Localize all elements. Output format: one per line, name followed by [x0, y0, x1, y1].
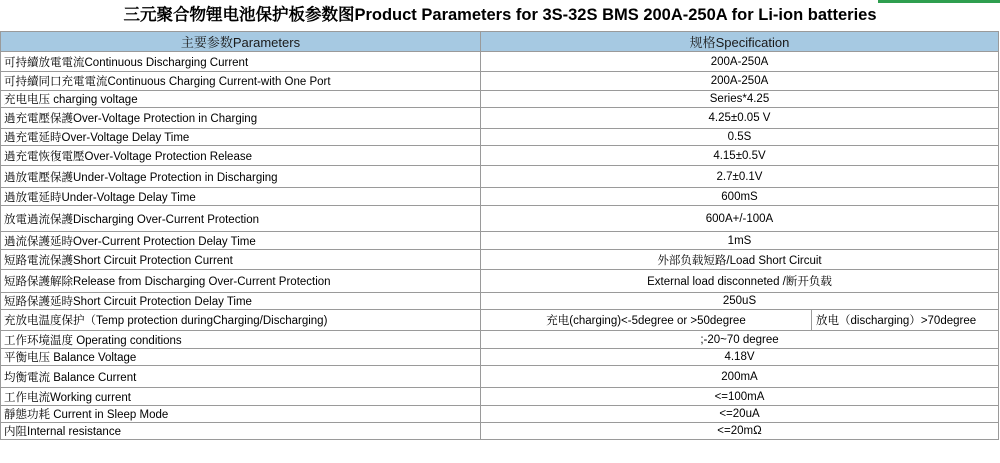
param-cell: 過充電恢復電壓Over-Voltage Protection Release: [1, 146, 481, 166]
spec-cell: ;-20~70 degree: [481, 331, 999, 349]
table-row: [1, 293, 999, 310]
param-cell: 工作环境温度 Operating conditions: [1, 331, 481, 349]
table-body: [1, 52, 999, 440]
spec-cell: 250uS: [481, 293, 999, 310]
table-row: [1, 349, 999, 366]
spec-cell: 2.7±0.1V: [481, 166, 999, 188]
param-cell: 短路保護解除Release from Discharging Over-Current Protection: [1, 270, 481, 293]
param-cell: 過流保護延時Over-Current Protection Delay Time: [1, 232, 481, 250]
spec-cell: 1mS: [481, 232, 999, 250]
param-cell: 平衡电压 Balance Voltage: [1, 349, 481, 366]
param-cell: 均衡電流 Balance Current: [1, 366, 481, 388]
param-cell: 充电电压 charging voltage: [1, 91, 481, 108]
param-cell: 放電過流保護Discharging Over-Current Protection: [1, 206, 481, 232]
param-cell: 過放電延時Under-Voltage Delay Time: [1, 188, 481, 206]
spec-cell: 600A+/-100A: [481, 206, 999, 232]
param-cell: 過充電壓保護Over-Voltage Protection in Charging: [1, 108, 481, 129]
param-cell: 短路電流保護Short Circuit Protection Current: [1, 250, 481, 270]
spec-cell: 4.25±0.05 V: [481, 108, 999, 129]
param-cell: 工作电流Working current: [1, 388, 481, 406]
spec-cell: <=20uA: [481, 406, 999, 423]
spec-cell: External load disconneted /断开负载: [481, 270, 999, 293]
spec-cell: 4.15±0.5V: [481, 146, 999, 166]
table-row: [1, 232, 999, 250]
param-cell: 靜態功耗 Current in Sleep Mode: [1, 406, 481, 423]
table-row: [1, 52, 999, 72]
parameters-table: [0, 31, 999, 440]
spec-cell: <=100mA: [481, 388, 999, 406]
table-row: [1, 146, 999, 166]
param-cell: 短路保護延時Short Circuit Protection Delay Time: [1, 293, 481, 310]
spec-cell: <=20mΩ: [481, 423, 999, 440]
table-row: [1, 188, 999, 206]
spec-cell: 外部负载短路/Load Short Circuit: [481, 250, 999, 270]
table-row: [1, 166, 999, 188]
spec-discharging-cell: 放电（discharging）>70degree: [812, 310, 999, 331]
spec-cell: 200A-250A: [481, 72, 999, 91]
table-header-row: [1, 32, 999, 52]
page-title: 三元聚合物锂电池保护板参数图Product Parameters for 3S-32S BMS 200A-250A for Li-ion batteries: [123, 6, 877, 24]
spec-cell: Series*4.25: [481, 91, 999, 108]
table-row: [1, 406, 999, 423]
table-row: [1, 388, 999, 406]
param-cell: 充放电温度保护（Temp protection duringCharging/Discharging): [1, 310, 481, 331]
table-row: [1, 423, 999, 440]
table-row: [1, 72, 999, 91]
param-cell: 過放電壓保護Under-Voltage Protection in Discharging: [1, 166, 481, 188]
table-row: [1, 270, 999, 293]
header-specification: 规格Specification: [481, 32, 999, 52]
param-cell: 可持續同口充電電流Continuous Charging Current-with One Port: [1, 72, 481, 91]
spec-cell: 4.18V: [481, 349, 999, 366]
table-row: [1, 310, 999, 331]
spec-charging-cell: 充电(charging)<-5degree or >50degree: [481, 310, 812, 331]
table-row: [1, 91, 999, 108]
spec-cell: 0.5S: [481, 129, 999, 146]
spec-cell: 200mA: [481, 366, 999, 388]
header-parameters: 主要参数Parameters: [1, 32, 481, 52]
table-row: [1, 108, 999, 129]
param-cell: 可持續放電電流Continuous Discharging Current: [1, 52, 481, 72]
table-row: [1, 129, 999, 146]
table-row: [1, 250, 999, 270]
param-cell: 内阻Internal resistance: [1, 423, 481, 440]
spec-cell: 600mS: [481, 188, 999, 206]
table-row: [1, 331, 999, 349]
accent-bar: [878, 0, 1000, 3]
spec-cell: 200A-250A: [481, 52, 999, 72]
table-row: [1, 366, 999, 388]
param-cell: 過充電延時Over-Voltage Delay Time: [1, 129, 481, 146]
table-row: [1, 206, 999, 232]
